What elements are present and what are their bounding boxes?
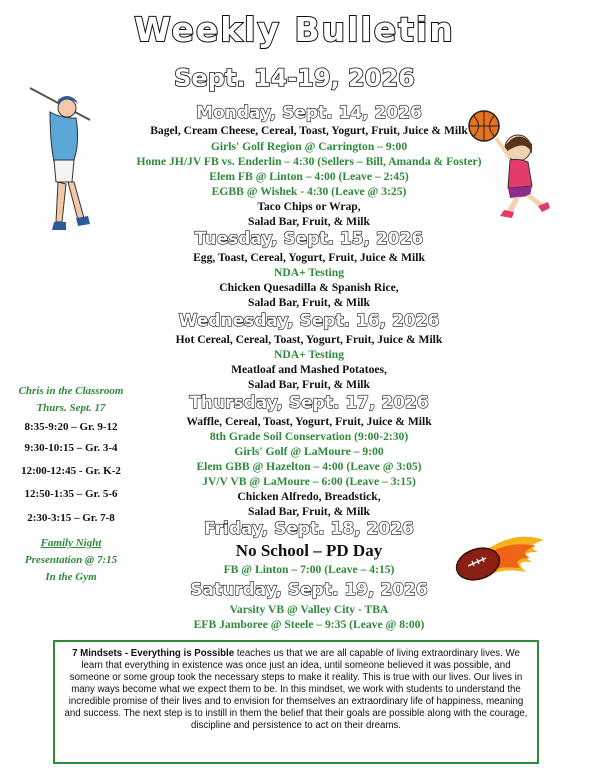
- monday-line: Girls' Golf Region @ Carrington – 9:00: [210, 140, 408, 153]
- monday-heading: Monday, Sept. 14, 2026: [196, 103, 422, 123]
- mindset-body: teaches us that we are all capable of living extraordinary lives. We learn that everything in existence was once just an idea, until someone believed it was possible, and someone or some group took the necessary steps to make it reality. This is true with our lives. Our lives in many ways become what we expect them to be. In this mindset, we work with students to understand the incredible promise of their lives and to envision for themselves an extraordinary life of happiness, meaning and success. The next step is to instill in them the belief that their goals are possible along with the courage, discipline and persistence to act on their dreams.: [64, 648, 528, 731]
- wednesday-line: Meatloaf and Mashed Potatoes,: [231, 363, 387, 376]
- mindset-box: [53, 640, 539, 764]
- tuesday-line: Egg, Toast, Cereal, Yogurt, Fruit, Juice & Milk: [193, 251, 425, 264]
- basketball-player-illustration: [466, 108, 566, 218]
- golfer-illustration: [20, 82, 110, 242]
- sidebar-slot: 12:50-1:35 – Gr. 5-6: [24, 488, 118, 500]
- tuesday-heading: Tuesday, Sept. 15, 2026: [194, 229, 424, 249]
- thursday-line: 8th Grade Soil Conservation (9:00-2:30): [209, 430, 409, 443]
- date-range: Sept. 14-19, 2026: [174, 64, 415, 92]
- thursday-line: Elem GBB @ Hazelton – 4:00 (Leave @ 3:05): [196, 460, 422, 473]
- wednesday-heading: Wednesday, Sept. 16, 2026: [178, 311, 440, 331]
- thursday-line: Waffle, Cereal, Toast, Yogurt, Fruit, Juice & Milk: [186, 415, 432, 428]
- thursday-line: Chicken Alfredo, Breadstick,: [237, 490, 381, 503]
- mindset-lead: 7 Mindsets - Everything is Possible: [72, 648, 235, 659]
- tuesday-line: NDA+ Testing: [273, 266, 345, 279]
- sidebar-slot: 2:30-3:15 – Gr. 7-8: [27, 512, 115, 524]
- sidebar-heading: Chris in the Classroom: [18, 385, 124, 397]
- wednesday-line: NDA+ Testing: [273, 348, 345, 361]
- monday-line: Salad Bar, Fruit, & Milk: [248, 215, 370, 228]
- friday-line: FB @ Linton – 7:00 (Leave – 4:15): [223, 563, 395, 576]
- monday-line: EGBB @ Wishek - 4:30 (Leave @ 3:25): [211, 185, 407, 198]
- family-night-line: In the Gym: [45, 571, 97, 583]
- sidebar-slot: 12:00-12:45 - Gr. K-2: [21, 465, 121, 477]
- saturday-heading: Saturday, Sept. 19, 2026: [190, 580, 428, 600]
- thursday-line: Salad Bar, Fruit, & Milk: [248, 505, 370, 518]
- friday-line: No School – PD Day: [235, 541, 383, 560]
- wednesday-line: Hot Cereal, Cereal, Toast, Yogurt, Fruit, Juice & Milk: [175, 333, 443, 346]
- saturday-line: Varsity VB @ Valley City - TBA: [229, 603, 389, 616]
- tuesday-line: Salad Bar, Fruit, & Milk: [248, 296, 370, 309]
- wednesday-line: Salad Bar, Fruit, & Milk: [248, 378, 370, 391]
- sidebar-subheading: Thurs. Sept. 17: [36, 402, 106, 414]
- tuesday-line: Chicken Quesadilla & Spanish Rice,: [219, 281, 399, 294]
- flaming-football-illustration: [446, 530, 546, 588]
- monday-line: Taco Chips or Wrap,: [257, 200, 361, 213]
- sidebar-slot: 9:30-10:15 – Gr. 3-4: [24, 442, 118, 454]
- monday-line: Home JH/JV FB vs. Enderlin – 4:30 (Sellers – Bill, Amanda & Foster): [136, 155, 482, 168]
- sidebar-slot: 8:35-9:20 – Gr. 9-12: [24, 421, 118, 433]
- monday-line: Bagel, Cream Cheese, Cereal, Toast, Yogurt, Fruit, Juice & Milk: [150, 124, 468, 137]
- thursday-line: Girls' Golf @ LaMoure – 9:00: [234, 445, 384, 458]
- thursday-line: JV/V VB @ LaMoure – 6:00 (Leave – 3:15): [202, 475, 416, 488]
- saturday-line: EFB Jamboree @ Steele – 9:35 (Leave @ 8:00): [193, 618, 425, 631]
- monday-line: Elem FB @ Linton – 4:00 (Leave – 2:45): [209, 170, 409, 183]
- family-night-line: Presentation @ 7:15: [24, 554, 118, 566]
- thursday-heading: Thursday, Sept. 17, 2026: [189, 393, 429, 413]
- bulletin-title: Weekly Bulletin: [134, 10, 455, 49]
- friday-heading: Friday, Sept. 18, 2026: [204, 519, 414, 539]
- family-night-heading: Family Night: [40, 537, 102, 549]
